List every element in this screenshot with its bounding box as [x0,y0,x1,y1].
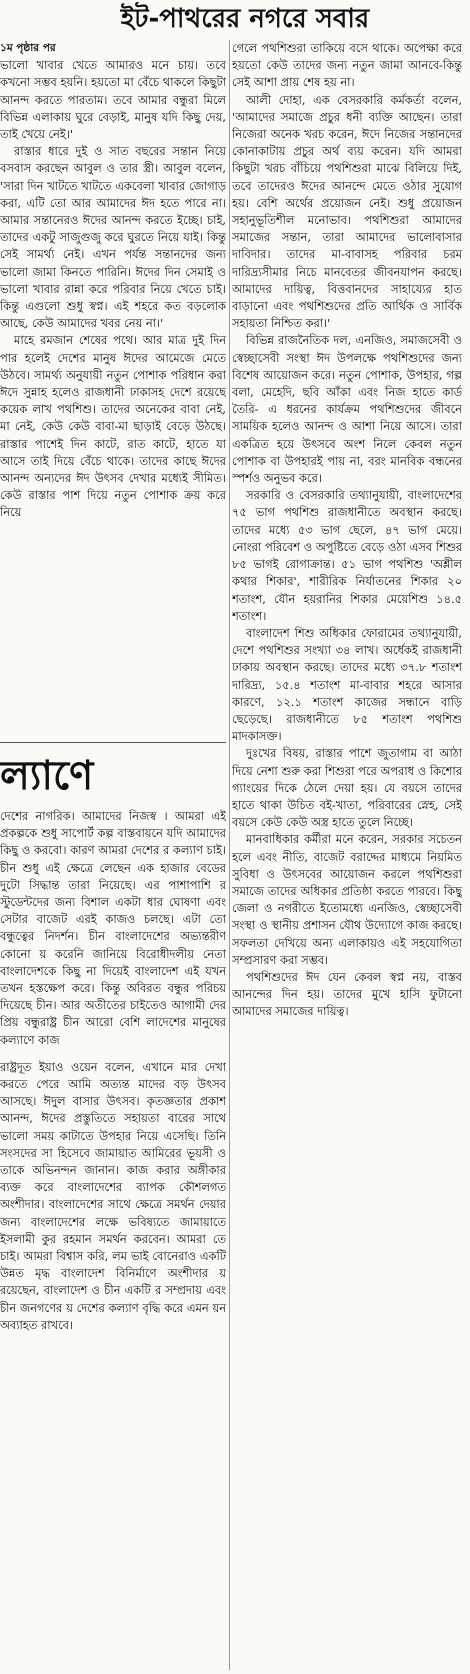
right-paragraph-6: দুঃখের বিষয়, রাস্তার পাশে জুতাগাম বা আঠা দিয়ে নেশা শুরু করা শিশুরা পরে অপরাধ ও কিশোর গ্যাংয়ের দিকে ঠেলে দেয়া হয়। যে বয়সে তাদের হাতে থাকা উচিত বই-খাতা, পরিবারের স্নেহ, সেই বয়সে কেউ কেউ অস্ত্র হাতে তুলে নিচ্ছে। [232,746,462,830]
right-paragraph-8: পথশিশুদের ঈদ যেন কেবল স্বপ্ন নয়, বাস্তব আনন্দের দিন হয়। তাদের মুখে হাসি ফুটানো আমাদের সমাজের দায়িত্ব। [232,969,462,1019]
right-paragraph-5: বাংলাদেশ শিশু অধিকার ফোরামের তথ্যানুযায়ী, দেশে পথশিশুর সংখ্যা ৩৪ লাখ। অর্ধেকই রাজধানী ঢাকায় অবস্থান করছে। তাদের মধ্যে ৩৭.৮ শতাংশ দারিদ্র্য, ১৫.৪ শতাংশ মা-বাবার শহরে আসার কারণে, ১২.১ শতাংশ কাজের সন্ধানে বাড়ি ছেড়েছে। রাজধানীতে ৮৫ শতাংশ পথশিশু মাদকাসক্ত। [232,625,462,744]
lower-left-column [0,808,226,1668]
lower-paragraph-1: দেশের নাগরিক। আমাদের নিজস্ব । আমরা এই প্রকল্পকে শুধু সাপোর্ট কল্প বাস্তবায়নে যদি আমাদের কিছু ও করবো। কারণ আমরা দেশের র কল্যাণ চাই। চীন শুধু এই ক্ষেত্রে লেছেন এক হাজার বেডের দুটো সিদ্ধান্ত তারা নিয়েছে। এর পাশাপাশি র স্টুডেন্টদের জন্য বিশাল একটা ধার ঘোষণা এবং সেটার বাজেট এরই কাজও চলছে। এটা তো বন্ধুত্বের নিদর্শন। চীন বাংলাদেশের অভ্যন্তরীণ কোনো য় করেনি জানিয়ে বিরোধীদলীয় নেতা বাংলাদেশকে কিছু না দিয়েই বাংলাদেশ এই যখন তখন হস্তক্ষেপ করে। কিন্তু অবিরত বন্ধুর পরিচয় দিয়েছে চীন। আর অতীতের চাইতেও আগামী দের প্রিয় বন্ধুরাষ্ট্র চীন আরো বেশি লাদেশের মানুষের কল্যাণে কাজ [0,809,226,1047]
left-paragraph-1 [0,40,226,143]
left-paragraph-3: মাহে রমজান শেষের পথে। আর মাত্র দুই দিন পার হলেই দেশের মানুষ ঈদের আমেজে মেতে উঠবে। সামর্থ্য অনুযায়ী নতুন পোশাক পরিধান করা ঈদে সুন্নাহ হলেও রাজধানী ঢাকাসহ দেশে রয়েছে কয়েক লাখ পথশিশু। তাদের অনেকের বাবা নেই, মা নেই, কেউ কেউ বাবা-মা ছাড়াই বেড়ে উঠছে। রাস্তার পাশেই দিন কাটে, রাত কাটে, হাতে যা আসে তাই দিয়ে বেঁচে থাকে। তাদের কাছে ঈদের আনন্দ অন্যদের ঈদ উৎসব দেখার মধ্যেই সীমিত। কেউ রাস্তার পাশ দিয়ে নতুন পোশাক ক্রয় করে নিয়ে [0,333,226,520]
left-paragraph-2: রাস্তার ধারে দুই ও সাত বছরের সন্তান নিয়ে বসবাস করছেন আবুল ও তার স্ত্রী। আবুল বলেন, 'সারা দিন খাটতে খাটতে একবেলা খাবার জোগাড় করা, এটি তো আর আমাদের ঈদ হতে পারে না। আমার সন্তানেরও ঈদের আনন্দ করতে ইচ্ছে। চাই, তাদের একটু সাজুগুজু করে ঘুরতে নিয়ে যাই। কিন্তু সেই সামর্থ্য নেই। এখন পর্যন্ত সন্তানদের জন্য ভালো জামা কিনতে পারিনি। ঈদের দিন সেমাই ও ভালো খাবার রান্না করে পরিবার নিয়ে খেতে চাই। কিন্তু এগুলো শুধু স্বপ্ন। এই শহরে কত বড়লোক আছে, কেউ আমাদের খবর নেয় না।' [0,144,226,331]
left-column [0,40,226,740]
right-paragraph-1: গেলে পথশিশুরা তাকিয়ে বসে থাকে। অপেক্ষা করে হয়তো কেউ তাদের জন্য নতুন জামা আনবে-কিন্তু সেই আশা প্রায় শেষ হয় না। [232,41,462,90]
right-paragraph-7: মানবাধিকার কর্মীরা মনে করেন, সরকার সচেতন হলে এবং নীতি, বাজেট বরাদ্দের মাধ্যমে নিয়মিত সুবিধা ও উৎসবের আয়োজন করলে পথশিশুরা সমাজে তাদের অধিকার প্রতিষ্ঠা করতে পারবে। কিছু জেলা ও নগরীতে ইতোমধ্যে এনজিও, স্বেচ্ছাসেবী সংস্থা ও স্থানীয় প্রশাসন যৌথ উদ্যোগে কাজ করছে। সফলতা দেখিয়ে অন্য এলাকায়ও এই সহযোগিতা সম্প্রসারণ করা সম্ভব। [232,832,462,967]
right-column [232,40,462,1670]
story-headline: ইট-পাথরের নগরে সবার [120,4,370,34]
right-paragraph-4: সরকারি ও বেসরকারি তথ্যানুযায়ী, বাংলাদেশের ৭৫ ভাগ পথশিশু রাজধানীতে অবস্থান করছে। তাদের মধ্যে ৫৩ ভাগ ছেলে, ৪৭ ভাগ মেয়ে। নোংরা পরিবেশ ও অপুষ্টিতে বেড়ে ওঠা এসব শিশুর ৮৫ ভাগই রোগাক্রান্ত। ৫১ ভাগ পথশিশু 'অশ্লীল কথার শিকার', শারীরিক নির্যাতনের শিকার ২০ শতাংশ, যৌন হয়রানির শিকার মেয়েশিশু ১৪.৫ শতাংশ। [232,488,462,623]
left-paragraph-1-text: ভালো খাবার খেতে আমারও মনে চায়। তবে কখনো সম্ভব হয়নি। হয়তো মা বেঁচে থাকলে কিছুটা আনন্দ করতে পারতাম। তবে আমার বন্ধুরা মিলে বিভিন্ন এলাকায় ঘুরে বেড়াই, মানুষ যদি কিছু দেয়, তাই খেয়ে নেই।' [0,58,226,142]
continued-reference: ১ম পৃষ্ঠার পর [0,42,56,54]
lower-paragraph-2: রাষ্ট্রদূত ইয়াও ওয়েন বলেন, এখানে মার দেখা করতে পেরে আমি অত্যন্ত মাদের বড় উৎসব আসছে। ঈদুল বাসার উৎসব। কৃতজ্ঞতার প্রকাশ আনন্দ, ঈদের প্রস্তুতিতে সহায়তা বারের সাথে ভালো সময় কাটাতে উপহার নিয়ে এসেছি। তিনি সংসদের সা হিসেবে জামায়াত আমিরের ভূয়সী ও তাকে অভিনন্দন জানান। কাজ করার অঙ্গীকার ব্যক্ত করে বাংলাদেশের ব্যাপক কৌশলগত অংশীদার। বাংলাদেশের সাথে ক্ষেত্রে সমর্থন দেয়ার জন্য বাংলাদেশের লক্ষে ভবিষ্যতে জামায়াতে ইসলামী কুর রহমান সমর্থন করবেন। আমরা তে চাই। আমরা বিশ্বাস করি, লম ভাই বোনেরাও একটি উন্নত মৃদ্ধ বাংলাদেশ বিনির্মাণে অংশীদার য় রয়েছেন, বাংলাদেশ ও চীন একটি র সম্প্রদায় এবং চীন জনগণের য় দেশের কল্যাণ বৃদ্ধি করে এমন য়ন অব্যাহত রাখবে। [0,1059,226,1332]
right-paragraph-3: বিভিন্ন রাজনৈতিক দল, এনজিও, সমাজসেবী ও স্বেচ্ছাসেবী সংস্থা ঈদ উপলক্ষে পথশিশুদের জন্য বিশেষ আয়োজন করে। নতুন পোশাক, উপহার, গল্প বলা, মেহেদি, ছবি আঁকা এবং নিজ হাতে কার্ড তৈরি- এ ধরনের কার্যক্রম পথশিশুদের জীবনে সাময়িক হলেও আনন্দ ও আশা নিয়ে আসে। তারা একত্রিত হয়ে উৎসবে অংশ নিলে কেবল নতুন পোশাক বা উপহারই পায় না, বরং মানবিক বন্ধনের স্পর্শও অনুভব করে। [232,333,462,486]
column-divider [229,40,230,1670]
lower-story-headline: ল্যাণে [0,753,94,799]
right-paragraph-2: আলী দোহা, এক বেসরকারি কর্মকর্তা বলেন, 'আমাদের সমাজে প্রচুর ধনী ব্যক্তি আছেন। তারা নিজেরা অনেক খরচ করেন, ঈদে নিজের সন্তানদের কোনাকাটায় প্রচুর অর্থ ব্যয় করেন। যদি আমরা কিছুটা খরচ বাঁচিয়ে পথশিশুরা মাঝে বিলিয়ে দিই, তবে তাদেরও ঈদের আনন্দে মেতে ওঠার সুযোগ হয়। বেশি অর্থের প্রয়োজন নেই। শুধু প্রয়োজন সহানুভূতিশীল মনোভাব। পথশিশুরা আমাদের সমাজের সন্তান, তারা আমাদের ভালোবাসার দাবিদার। তাদের মা-বাবাসহ পরিবার চরম দারিদ্র্যসীমার নিচে মানবেতর জীবনযাপন করছে। আমাদের দায়িত্ব, বিত্তবানদের সাহায্যের হাত বাড়ানো এবং পথশিশুদের প্রতি আর্থিক ও সার্বিক সহায়তা নিশ্চিত করা।' [232,92,462,331]
section-divider [0,742,226,743]
